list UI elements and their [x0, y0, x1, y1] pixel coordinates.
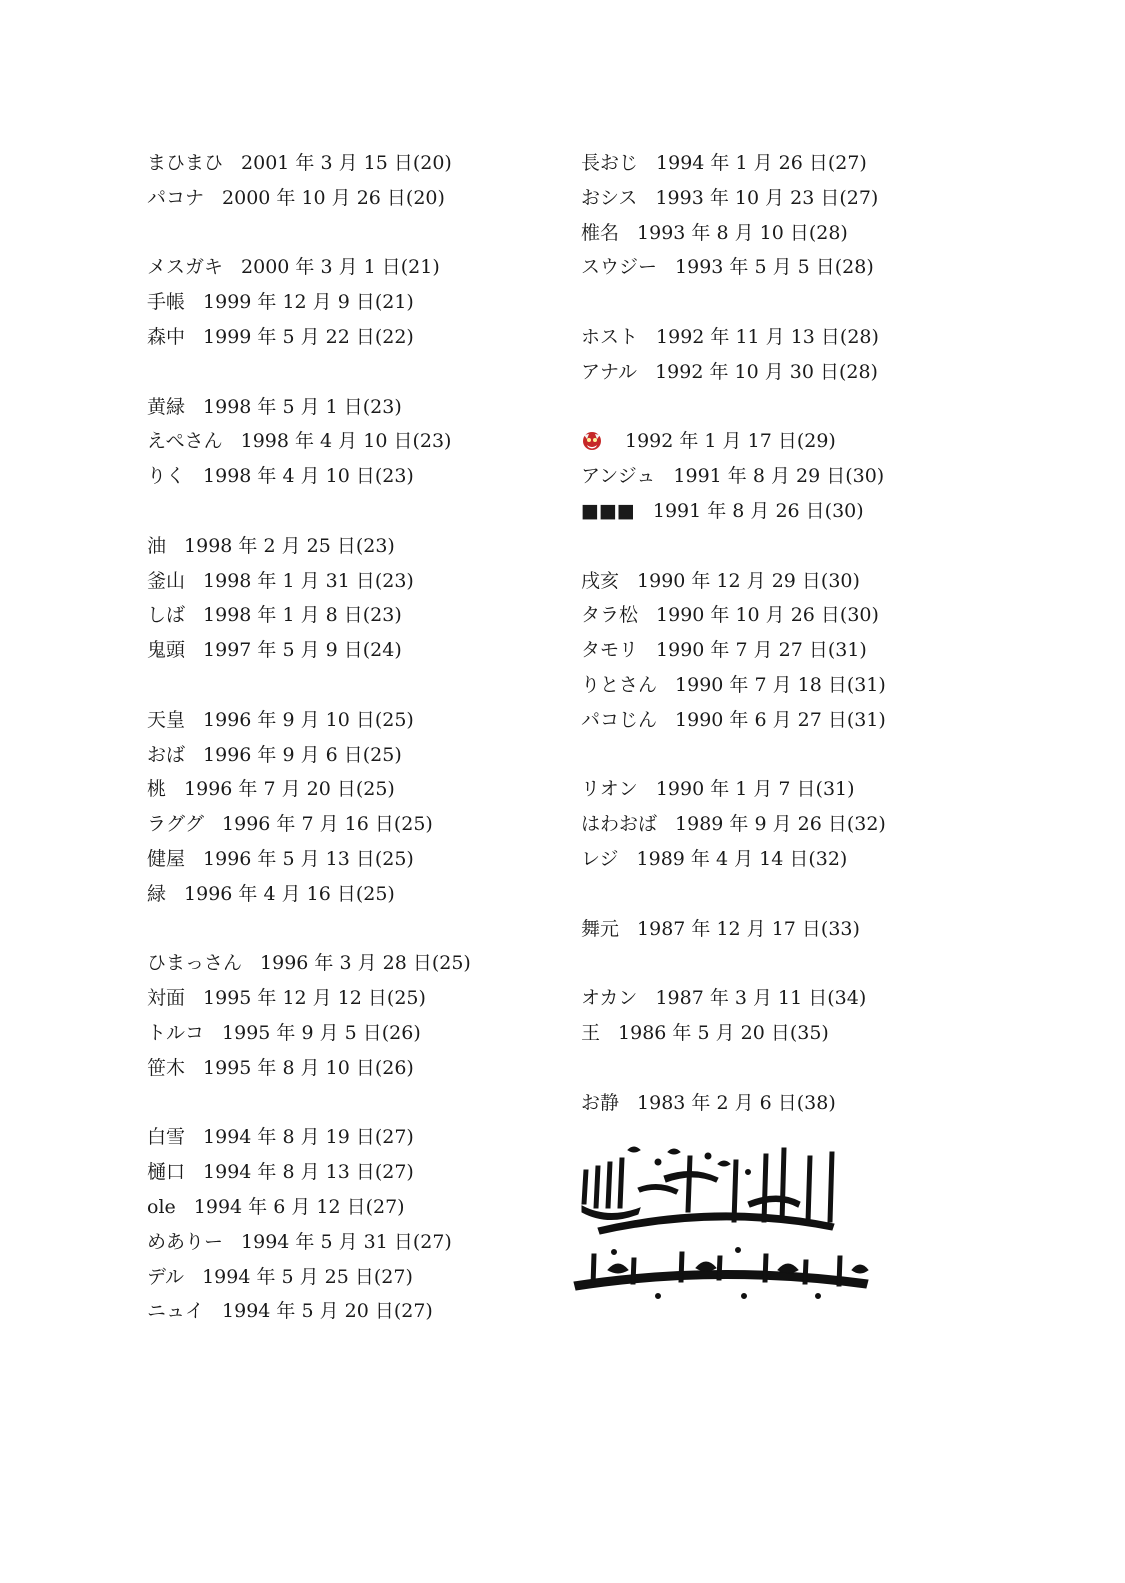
birthday-entry	[147, 1016, 547, 1051]
birthday-entry	[581, 355, 981, 390]
person-name: りとさん	[581, 673, 658, 696]
person-name: りく	[147, 465, 186, 488]
person-name: 森中	[147, 325, 186, 348]
birth-date: 1996 年 5 月 13 日(25)	[203, 847, 414, 870]
birth-date: 1999 年 5 月 22 日(22)	[203, 325, 414, 348]
person-name: 釜山	[147, 569, 186, 592]
person-name: おば	[147, 743, 186, 766]
person-name: アンジュ	[581, 465, 656, 488]
person-name: ole	[147, 1195, 176, 1218]
person-name: オカン	[581, 987, 638, 1010]
birthday-entry	[147, 1225, 547, 1260]
birthday-entry	[147, 320, 547, 355]
person-name: しば	[147, 604, 186, 627]
person-name: めありー	[147, 1230, 224, 1253]
birth-date: 1996 年 7 月 20 日(25)	[184, 778, 395, 801]
birthday-entry	[581, 842, 981, 877]
birthday-entry	[147, 250, 547, 285]
birthday-entry	[147, 981, 547, 1016]
person-name: ひまっさん	[147, 952, 243, 975]
birth-date: 1996 年 4 月 16 日(25)	[184, 882, 395, 905]
person-name: 戌亥	[581, 569, 620, 592]
person-name: レジ	[581, 847, 619, 870]
birth-date: 1995 年 8 月 10 日(26)	[203, 1056, 414, 1079]
birth-date: 1987 年 12 月 17 日(33)	[637, 917, 860, 940]
person-name: 白雪	[147, 1126, 186, 1149]
birthday-entry	[147, 529, 547, 564]
birth-date: 1994 年 5 月 25 日(27)	[202, 1265, 413, 1288]
birthday-entry	[581, 564, 981, 599]
person-name: ニュイ	[147, 1300, 205, 1323]
birth-date: 2001 年 3 月 15 日(20)	[241, 152, 452, 174]
birthday-entry	[581, 1016, 981, 1051]
birth-date: 1998 年 5 月 1 日(23)	[203, 395, 402, 418]
birth-date: 1993 年 10 月 23 日(27)	[655, 186, 879, 209]
birth-date: 1993 年 5 月 5 日(28)	[675, 256, 874, 279]
person-name: 鬼頭	[147, 639, 186, 662]
person-name: タラ松	[581, 604, 639, 627]
birth-date: 1990 年 7 月 18 日(31)	[675, 673, 886, 696]
birthday-entry	[147, 598, 547, 633]
group-spacer	[147, 668, 547, 703]
birth-date: 1991 年 8 月 26 日(30)	[652, 499, 864, 522]
person-name: 油	[147, 534, 167, 557]
person-name: メスガキ	[147, 256, 224, 279]
birthday-entry	[147, 1294, 547, 1329]
person-name: 健屋	[147, 847, 186, 870]
person-name: タモリ	[581, 639, 639, 662]
birth-date: 1990 年 6 月 27 日(31)	[675, 708, 886, 731]
demon-mask-icon	[581, 429, 603, 451]
person-name: パコナ	[147, 186, 205, 209]
group-spacer	[581, 738, 981, 773]
birth-date: 1990 年 1 月 7 日(31)	[655, 778, 855, 801]
birthday-entry	[147, 633, 547, 668]
group-spacer	[581, 877, 981, 912]
birthday-entry	[581, 250, 981, 285]
group-spacer	[147, 912, 547, 947]
person-name: スウジー	[581, 256, 658, 279]
birth-date: 1998 年 4 月 10 日(23)	[203, 465, 414, 488]
birthday-entry	[581, 772, 981, 807]
birth-date: 1991 年 8 月 29 日(30)	[673, 465, 885, 488]
birth-date: 1986 年 5 月 20 日(35)	[618, 1021, 829, 1044]
birth-date: 1989 年 4 月 14 日(32)	[636, 847, 848, 870]
birthday-entry	[147, 842, 547, 877]
person-name: まひまひ	[147, 152, 224, 174]
birthday-entry	[147, 877, 547, 912]
arabic-calligraphy-emblem	[568, 1142, 878, 1310]
birthday-entry	[581, 181, 981, 216]
person-name: 黄緑	[147, 395, 186, 418]
person-name: ■■■	[581, 499, 635, 522]
birth-date: 2000 年 10 月 26 日(20)	[222, 186, 445, 209]
birthday-entry	[581, 912, 981, 947]
person-name: デル	[147, 1265, 185, 1288]
person-name: お静	[581, 1091, 620, 1114]
group-spacer	[581, 390, 981, 425]
birth-date: 1995 年 9 月 5 日(26)	[222, 1021, 421, 1044]
group-spacer	[581, 1051, 981, 1086]
birthday-entry	[147, 1051, 547, 1086]
birth-date: 1990 年 10 月 26 日(30)	[656, 604, 879, 627]
birth-date: 1989 年 9 月 26 日(32)	[675, 813, 886, 836]
person-name: 長おじ	[581, 152, 639, 174]
birthday-entry	[581, 216, 981, 251]
birthday-entry	[147, 1120, 547, 1155]
right-birthday-list	[581, 146, 981, 1120]
birth-date: 1998 年 4 月 10 日(23)	[240, 430, 452, 453]
birthday-entry	[581, 320, 981, 355]
birth-date: 1999 年 12 月 9 日(21)	[203, 291, 414, 314]
birthday-entry	[147, 946, 547, 981]
birth-date: 1998 年 2 月 25 日(23)	[184, 534, 395, 557]
person-name: ホスト	[581, 325, 639, 348]
birthday-entry	[147, 1155, 547, 1190]
birthday-entry	[147, 424, 547, 459]
person-name: 樋口	[147, 1161, 186, 1184]
birthday-entry	[147, 459, 547, 494]
birth-date: 1996 年 9 月 10 日(25)	[203, 708, 414, 731]
group-spacer	[147, 1086, 547, 1121]
birthday-entry	[581, 807, 981, 842]
birth-date: 1992 年 11 月 13 日(28)	[656, 325, 879, 348]
birthday-entry	[581, 598, 981, 633]
birthday-entry	[581, 668, 981, 703]
birthday-entry	[581, 703, 981, 738]
birth-date: 1995 年 12 月 12 日(25)	[203, 987, 426, 1010]
person-name: はわおば	[581, 813, 658, 836]
birthday-entry	[581, 424, 981, 459]
birth-date: 1996 年 7 月 16 日(25)	[222, 813, 433, 836]
birthday-entry	[147, 772, 547, 807]
birthday-entry	[147, 738, 547, 773]
birth-date: 1987 年 3 月 11 日(34)	[655, 987, 867, 1010]
birthday-entry	[147, 390, 547, 425]
birthday-entry	[581, 494, 981, 529]
birth-date: 1994 年 6 月 12 日(27)	[193, 1195, 405, 1218]
birth-date: 1998 年 1 月 8 日(23)	[203, 604, 402, 627]
person-name: えぺさん	[147, 430, 223, 453]
group-spacer	[581, 285, 981, 320]
left-birthday-list	[147, 146, 547, 1329]
shahada-calligraphy	[582, 1147, 834, 1234]
birth-date: 1994 年 8 月 19 日(27)	[203, 1126, 414, 1149]
birth-date: 1990 年 12 月 29 日(30)	[637, 569, 860, 592]
emirate-calligraphy	[574, 1248, 868, 1299]
person-name: トルコ	[147, 1021, 205, 1044]
person-name: 緑	[147, 882, 167, 905]
person-name: 桃	[147, 778, 167, 801]
person-name: パコじん	[581, 708, 658, 731]
birth-date: 1996 年 3 月 28 日(25)	[260, 952, 471, 975]
birthday-entry	[147, 1190, 547, 1225]
birth-date: 1998 年 1 月 31 日(23)	[203, 569, 414, 592]
person-name: 王	[581, 1021, 601, 1044]
birthday-entry	[581, 633, 981, 668]
person-name: 椎名	[581, 221, 620, 244]
group-spacer	[147, 216, 547, 251]
person-name: 天皇	[147, 708, 186, 731]
birthday-entry	[147, 564, 547, 599]
person-name: ラググ	[147, 813, 205, 836]
birth-date: 1990 年 7 月 27 日(31)	[656, 639, 867, 662]
group-spacer	[581, 946, 981, 981]
birth-date: 1997 年 5 月 9 日(24)	[203, 639, 402, 662]
person-name: リオン	[581, 778, 638, 801]
group-spacer	[147, 494, 547, 529]
birthday-entry	[147, 146, 547, 181]
birthday-entry	[147, 807, 547, 842]
birth-date: 1992 年 1 月 17 日(29)	[625, 430, 836, 453]
person-name: 対面	[147, 987, 186, 1010]
birth-date: 1992 年 10 月 30 日(28)	[655, 360, 878, 383]
birthday-entry	[147, 181, 547, 216]
birth-date: 1996 年 9 月 6 日(25)	[203, 743, 402, 766]
group-spacer	[147, 355, 547, 390]
person-name: おシス	[581, 186, 638, 209]
birthday-entry	[147, 703, 547, 738]
birthday-entry	[147, 1260, 547, 1295]
birthday-entry	[581, 1086, 981, 1121]
person-name: アナル	[581, 360, 638, 383]
birthday-entry	[581, 146, 981, 181]
person-name: 笹木	[147, 1056, 186, 1079]
birth-date: 1993 年 8 月 10 日(28)	[637, 221, 848, 244]
birthday-entry	[581, 459, 981, 494]
birthday-entry	[147, 285, 547, 320]
birth-date: 1994 年 1 月 26 日(27)	[656, 152, 867, 174]
person-name: 舞元	[581, 917, 620, 940]
birth-date: 1994 年 5 月 20 日(27)	[222, 1300, 433, 1323]
birth-date: 1994 年 8 月 13 日(27)	[203, 1161, 414, 1184]
birthday-entry	[581, 981, 981, 1016]
group-spacer	[581, 529, 981, 564]
birth-date: 2000 年 3 月 1 日(21)	[241, 256, 440, 279]
person-name: 手帳	[147, 291, 186, 314]
birth-date: 1983 年 2 月 6 日(38)	[637, 1091, 836, 1114]
birth-date: 1994 年 5 月 31 日(27)	[241, 1230, 452, 1253]
